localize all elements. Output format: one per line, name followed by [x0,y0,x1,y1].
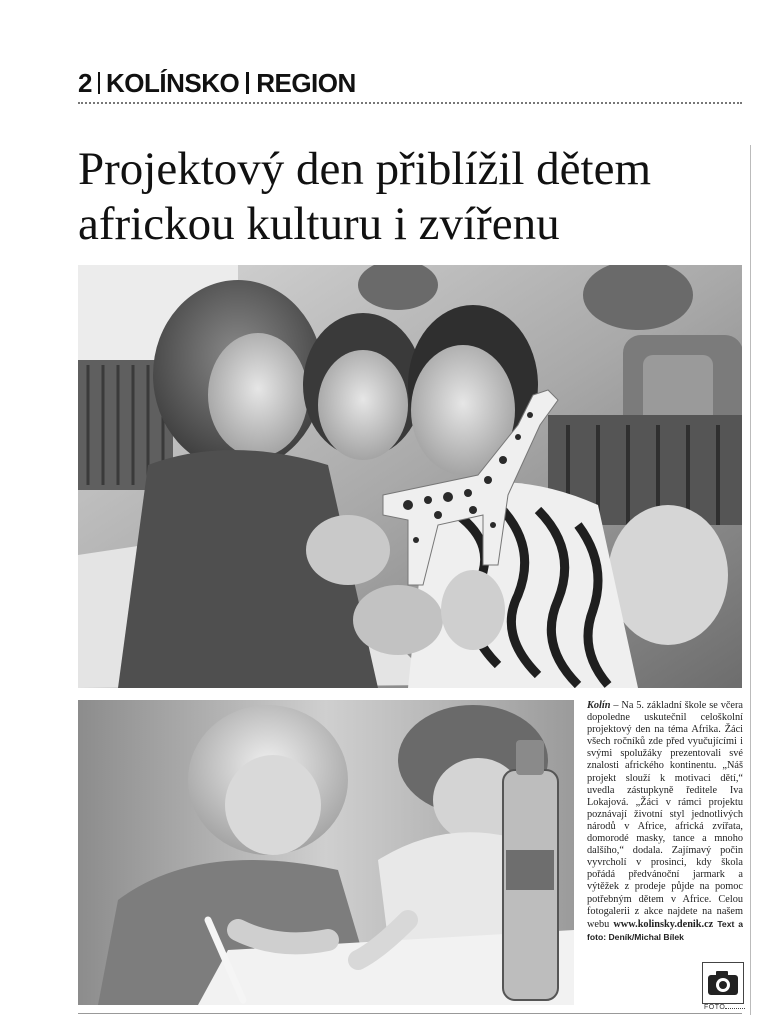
section-header [78,68,356,99]
section-category: REGION [256,68,356,98]
caption-location: Kolín [587,700,611,711]
foto-label [704,1004,745,1011]
foto-label-text: FOTO [704,1004,726,1011]
photo-credit: Text a foto: Deník/Michal Bílek [587,918,743,942]
section-name: KOLÍNSKO [105,68,240,98]
column-rule [750,145,751,1015]
foto-label-dots [725,1008,745,1009]
article-headline [78,142,748,252]
main-photo-image [78,265,742,688]
headline-line-1: Projektový den přiblížil dětem [78,143,652,195]
secondary-photo [78,700,574,1005]
caption-website: www.kolinsky.denik.cz [613,918,714,930]
section-separator-2 [246,72,249,94]
photo-caption [587,700,743,1000]
page-number: 2 [78,68,92,98]
camera-icon [702,962,744,1004]
caption-body: – Na 5. základní škole se včera dopoledne uskutečnil celoškolní projektový den na téma Afrika. Žáci všech ročníků zde před vyučujícími i svými spolužáky prezentovali své znalosti afrického kontinentu. „Náš projekt slouží k motivaci dětí,“ uvedla zástupkyně ředitele Iva Lokajová. „Žáci v rámci projektu poznávají životní styl jednotlivých národů v Africe, africká zvířata, domorodé masky, tance a mnoho dalšího,“ dodala. Zajímavý počin vyvrcholí v prosinci, kdy škola pořádá předvánoční jarmark a výtěžek z prodeje půjde na pomoc potřebným dětem v Africe. Celou fotogalerii z akce najdete na našem webu [587,700,743,930]
blank-top-margin [0,0,762,50]
bottom-rule [78,1013,742,1014]
secondary-photo-image [78,700,574,1005]
header-dotted-rule [78,102,742,104]
headline-line-2: africkou kulturu i zvířenu [78,198,560,250]
main-photo [78,265,742,688]
section-separator [98,72,100,94]
